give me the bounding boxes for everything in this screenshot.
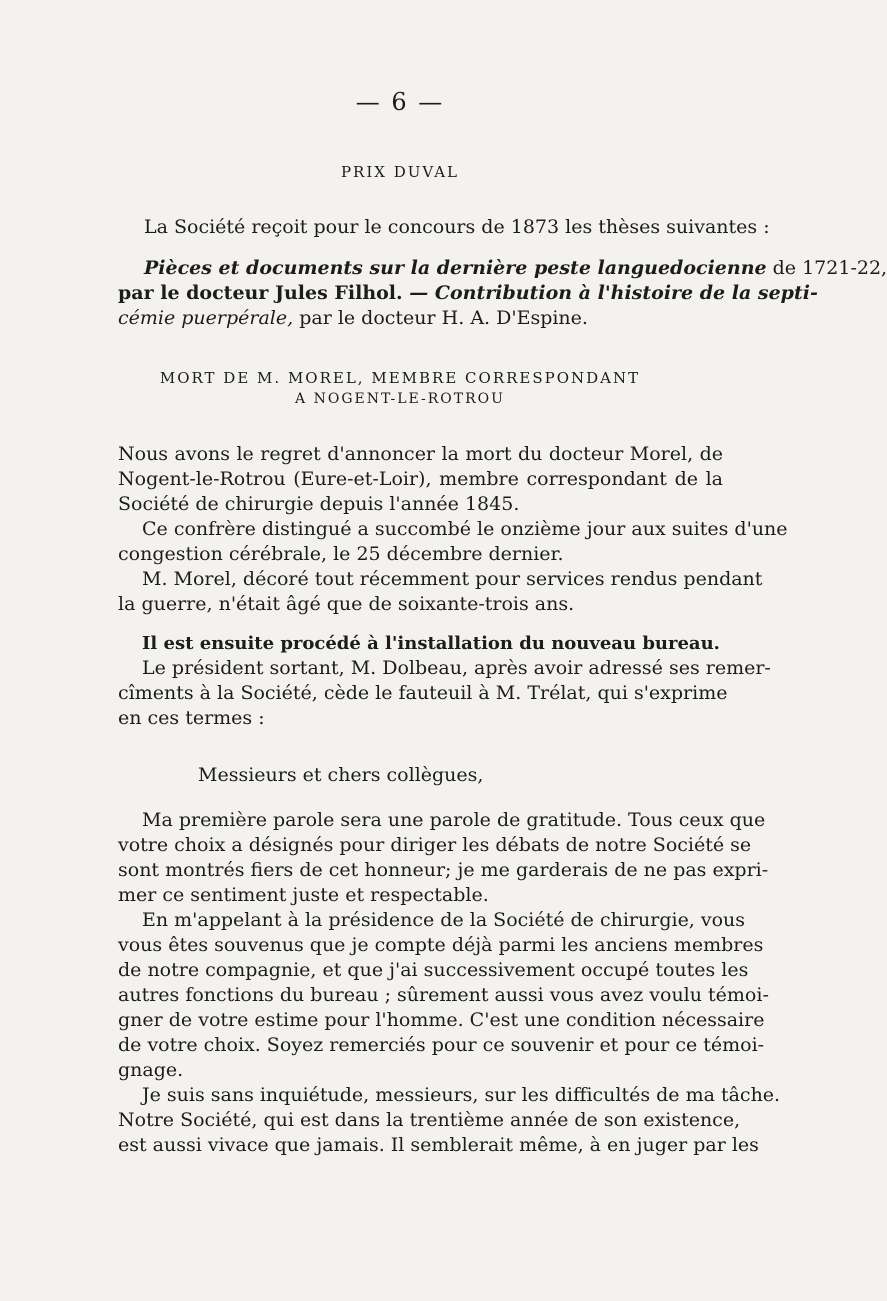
bureau-line-2: Le président sortant, M. Dolbeau, après avoir adressé ses remer- — [142, 657, 771, 679]
thesis-years: de 1721-22, — [766, 257, 887, 279]
thesis-title-2-start: — Contribution à l'histoire de la septi- — [402, 282, 818, 304]
speech-line-4: mer ce sentiment juste et respectable. — [118, 884, 489, 906]
speech-line-10: de votre choix. Soyez remerciés pour ce souvenir et pour ce témoi- — [118, 1034, 765, 1056]
morel-line-4: Ce confrère distingué a succombé le onzième jour aux suites d'une — [142, 518, 788, 540]
speech-line-5: En m'appelant à la présidence de la Société de chirurgie, vous — [142, 909, 746, 931]
section-heading-morel-1: MORT DE M. MOREL, MEMBRE CORRESPONDANT — [159, 369, 641, 387]
bureau-line-1: Il est ensuite procédé à l'installation du nouveau bureau. — [142, 633, 720, 654]
thesis-author-2: par le docteur H. A. D'Espine. — [293, 307, 588, 329]
speech-line-11: gnage. — [118, 1059, 184, 1081]
speech-line-6: vous êtes souvenus que je compte déjà parmi les anciens membres — [118, 934, 764, 956]
prix-line-4 — [118, 306, 723, 331]
page-number: — 6 — — [355, 88, 445, 116]
bureau-line-4: en ces termes : — [118, 707, 265, 729]
thesis-title-1: Pièces et documents sur la dernière peste languedocienne — [144, 257, 767, 279]
prix-line-3 — [118, 281, 818, 306]
section-heading-prix-duval: PRIX DUVAL — [340, 163, 460, 181]
bureau-line-3: cîments à la Société, cède le fauteuil à M. Trélat, qui s'exprime — [118, 682, 728, 704]
speech-line-3: sont montrés fiers de cet honneur; je me garderais de ne pas expri- — [118, 859, 769, 881]
speech-line-8: autres fonctions du bureau ; sûrement aussi vous avez voulu témoi- — [118, 984, 769, 1006]
prix-line-1 — [118, 215, 770, 240]
speech-line-14: est aussi vivace que jamais. Il semblerait même, à en juger par les — [118, 1134, 759, 1156]
prix-line-2 — [118, 256, 887, 281]
speech-line-7: de notre compagnie, et que j'ai successivement occupé toutes les — [118, 959, 749, 981]
morel-line-1: Nous avons le regret d'annoncer la mort du docteur Morel, de — [118, 443, 723, 465]
speech-line-2: votre choix a désignés pour diriger les débats de notre Société se — [118, 834, 752, 856]
section-heading-morel-2: A NOGENT-LE-ROTROU — [295, 391, 505, 407]
morel-line-2: Nogent-le-Rotrou (Eure-et-Loir), membre correspondant de la — [118, 468, 723, 490]
thesis-title-2-end: cémie puerpérale, — [118, 307, 294, 329]
morel-line-6: M. Morel, décoré tout récemment pour services rendus pendant — [142, 568, 763, 590]
speech-salutation: Messieurs et chers collègues, — [198, 764, 484, 786]
speech-line-1: Ma première parole sera une parole de gratitude. Tous ceux que — [142, 809, 766, 831]
speech-line-12: Je suis sans inquiétude, messieurs, sur les difficultés de ma tâche. — [142, 1084, 781, 1106]
morel-line-7: la guerre, n'était âgé que de soixante-trois ans. — [118, 593, 575, 615]
speech-line-13: Notre Société, qui est dans la trentième année de son existence, — [118, 1109, 741, 1131]
speech-line-9: gner de votre estime pour l'homme. C'est une condition nécessaire — [118, 1009, 765, 1031]
prix-line-1-text: La Société reçoit pour le concours de 1873 les thèses suivantes : — [144, 216, 770, 238]
morel-line-3: Société de chirurgie depuis l'année 1845. — [118, 493, 520, 515]
morel-line-5: congestion cérébrale, le 25 décembre dernier. — [118, 543, 564, 565]
thesis-author-1: par le docteur Jules Filhol. — [118, 282, 403, 304]
